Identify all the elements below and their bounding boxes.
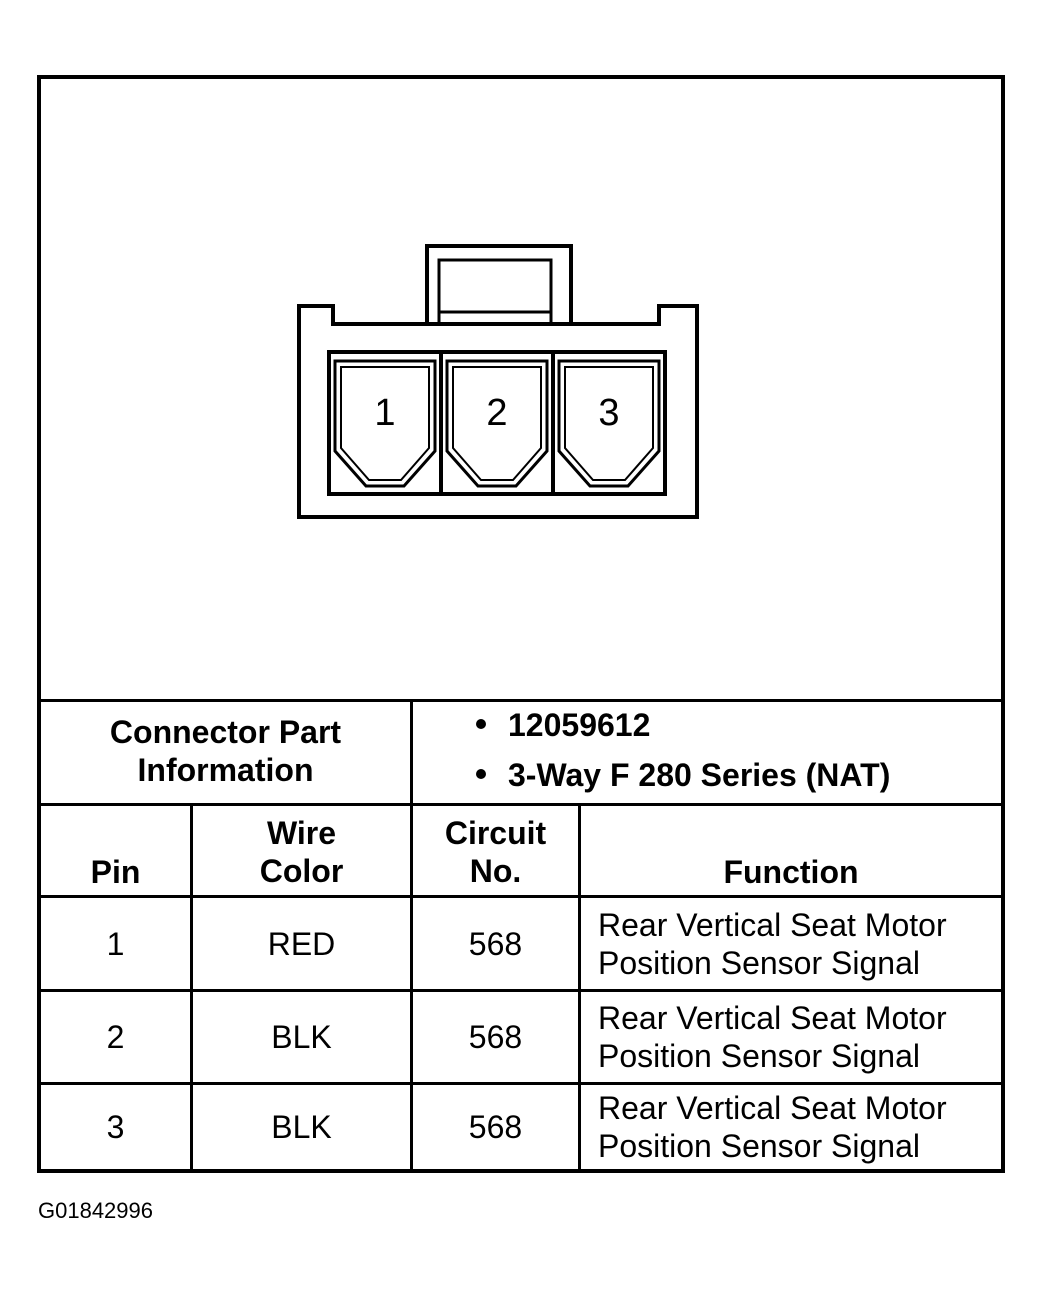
row-3-pin: 3 [106,1109,125,1145]
row-2-color: BLK [271,1019,332,1055]
part-info-label: Connector Part Information [109,714,342,788]
connector-info-table [41,699,1001,1169]
header-function: Function [723,854,859,890]
header-circuit-no: Circuit No. [444,815,547,889]
pin-label-3: 3 [598,392,620,434]
row-1-color: RED [267,925,336,962]
header-pin: Pin [90,854,141,890]
header-wire-color: Wire Color [259,815,344,889]
bullet-icon [476,769,486,779]
figure-id: G01842996 [38,1198,153,1223]
row-1-pin: 1 [106,925,125,962]
row-2-circuit: 568 [468,1019,523,1055]
diagram-frame [37,75,1005,1173]
row-1-circuit: 568 [468,925,523,962]
pin-label-1: 1 [374,392,396,434]
row-2-function: Rear Vertical Seat Motor Position Sensor Signal [598,1000,947,1074]
series-item: 3-Way F 280 Series (NAT) [476,757,890,794]
row-3-function: Rear Vertical Seat Motor Position Sensor Signal [598,1090,947,1164]
part-number-item: 12059612 [476,707,650,744]
row-3-color: BLK [271,1109,332,1145]
pin-label-2: 2 [486,392,508,434]
connector-face-drawing [41,79,1001,699]
row-3-circuit: 568 [468,1109,523,1145]
row-1-function: Rear Vertical Seat Motor Position Sensor Signal [598,906,947,981]
bullet-icon [476,719,486,729]
connector-diagram [41,79,1001,699]
row-2-pin: 2 [106,1019,125,1055]
